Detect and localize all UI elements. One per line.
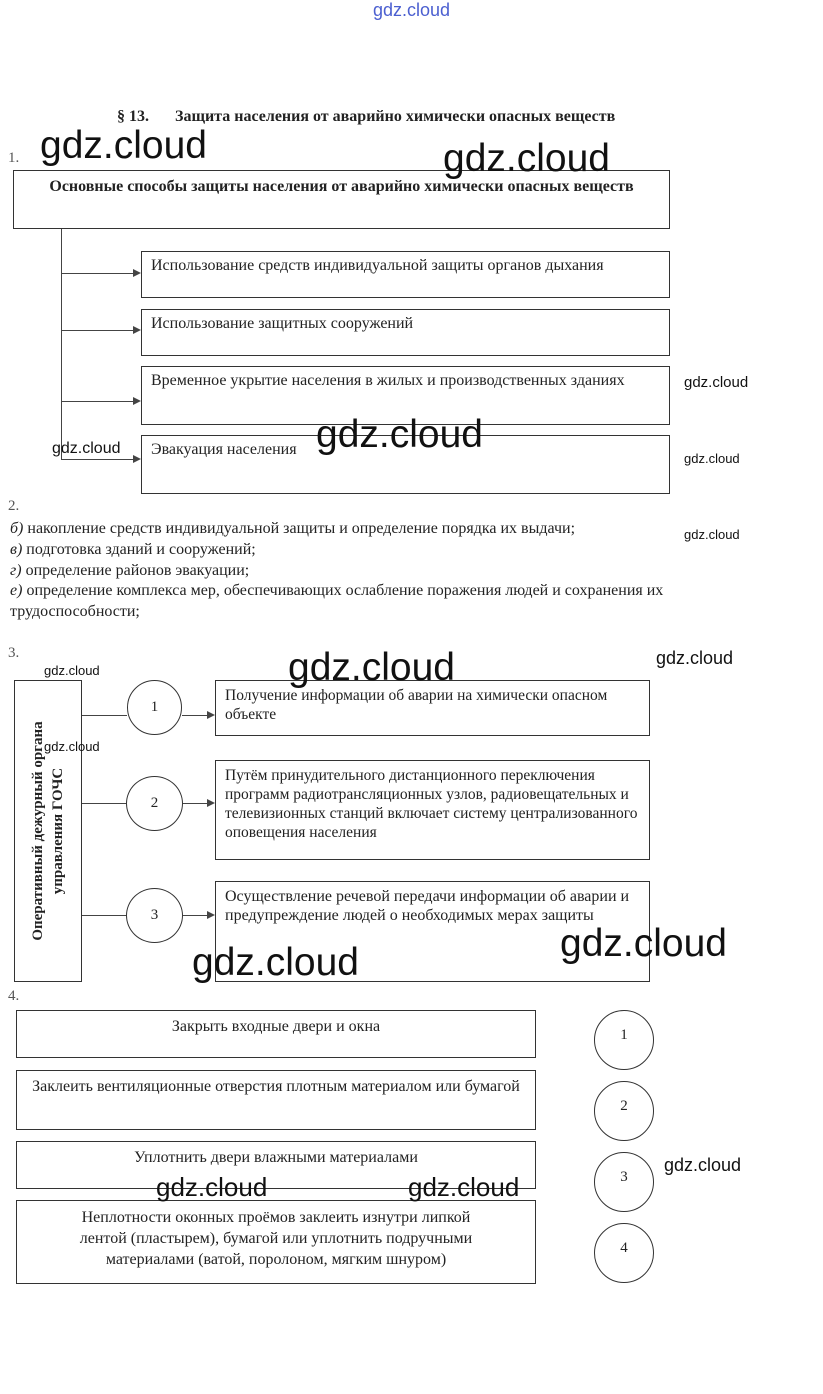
task1-item-text: Эвакуация населения [151,441,297,458]
task4-action-box [16,1010,536,1058]
watermark: gdz.cloud [156,1172,268,1202]
watermark: gdz.cloud [40,124,207,167]
step-number: 2 [150,795,159,811]
task2-line [10,519,575,539]
watermark: gdz.cloud [684,527,740,542]
task4-action-text: Закрыть входные двери и окна [171,1018,381,1035]
task4-action-box [16,1200,536,1284]
task2-letter: г) [10,562,22,579]
task3-number: 3. [8,645,20,661]
step-number: 3 [150,907,159,923]
task1-item-box [141,309,670,356]
section-number: § 13. [117,108,149,125]
step-line [183,803,207,804]
connector-vertical [61,229,62,459]
watermark: gdz.cloud [656,648,734,668]
task1-item-text: Использование защитных сооружений [151,315,414,332]
task4-action-text: Уплотнить двери влажными материалами [134,1149,418,1166]
watermark: gdz.cloud [288,646,455,689]
connector-2 [61,330,133,331]
step-line [82,915,127,916]
watermark: gdz.cloud [560,922,727,965]
watermark: gdz.cloud [52,440,121,457]
watermark: gdz.cloud [664,1155,742,1175]
task4-circle-number: 4 [620,1240,628,1256]
task2-line [10,561,249,581]
task2-text: подготовка зданий и сооружений; [26,541,256,558]
task4-action-text: Неплотности оконных проёмов заклеить изнутри липкой лентой (пластырем), бумагой или уплотнить подручными материалами (ватой, поролоном, мягким шнуром) [79,1209,473,1268]
task1-number: 1. [8,150,20,166]
task3-step-text: Путём принудительного дистанционного переключения программ радиотрансляционных узлов, радиовещательных и телевизионных станций включает систему централизованного оповещения населения [225,767,638,841]
watermark: gdz.cloud [316,413,483,456]
watermark-top: gdz.cloud [373,0,451,20]
task2-letter: е) [10,582,23,599]
watermark: gdz.cloud [408,1172,520,1202]
step-line [182,715,207,716]
task3-step-text: Получение информации об аварии на химически опасном объекте [225,687,608,723]
task4-circle [594,1081,654,1141]
task4-circle-number: 1 [620,1027,628,1043]
watermark: gdz.cloud [443,137,610,180]
step-circle [127,680,182,735]
watermark: gdz.cloud [192,941,359,984]
step-circle [126,776,183,831]
task1-item-text: Использование средств индивидуальной защиты органов дыхания [151,257,604,274]
section-title: Защита населения от аварийно химически опасных веществ [175,108,616,125]
task4-circle-number: 3 [620,1169,628,1185]
step-number: 1 [150,699,159,715]
step-line [82,715,127,716]
task2-text: трудоспособности; [10,603,140,620]
task3-step-text: Осуществление речевой передачи информации об аварии и предупреждение людей о необходимых мерах защиты [225,888,630,924]
step-line [183,915,207,916]
step-arrow [207,911,215,919]
task1-item-text: Временное укрытие населения в жилых и производственных зданиях [151,372,625,389]
connector-4 [61,459,133,460]
watermark: gdz.cloud [684,374,749,391]
task2-line [10,540,256,560]
task3-side-label: Оперативный дежурный органа управления ГОЧС [30,721,66,941]
task2-line [10,581,663,601]
task2-number: 2. [8,498,20,514]
task2-letter: в) [10,541,23,558]
task2-text: накопление средств индивидуальной защиты и определение порядка их выдачи; [27,520,576,537]
task4-action-text: Заклеить вентиляционные отверстия плотным материалом или бумагой [32,1078,520,1095]
watermark: gdz.cloud [44,663,100,678]
connector-1 [61,273,133,274]
arrow-3 [133,397,141,405]
connector-3 [61,401,133,402]
task2-text: определение комплекса мер, обеспечивающих ослабление поражения людей и сохранения их [26,582,664,599]
task2-line [10,602,140,622]
task4-action-box [16,1070,536,1130]
task4-number: 4. [8,988,20,1004]
task4-circle [594,1152,654,1212]
task1-item-box [141,251,670,298]
step-arrow [207,711,215,719]
task2-letter: б) [10,520,24,537]
watermark: gdz.cloud [44,739,100,754]
step-arrow [207,799,215,807]
task4-circle-number: 2 [620,1098,628,1114]
task2-text: определение районов эвакуации; [25,562,250,579]
task1-main-text: Основные способы защиты населения от аварийно химически опасных веществ [49,178,634,195]
task3-side-box [14,680,82,982]
arrow-1 [133,269,141,277]
step-circle [126,888,183,943]
arrow-2 [133,326,141,334]
arrow-4 [133,455,141,463]
task4-circle [594,1010,654,1070]
step-line [82,803,127,804]
task4-circle [594,1223,654,1283]
task3-step-box [215,760,650,860]
watermark: gdz.cloud [684,451,740,466]
